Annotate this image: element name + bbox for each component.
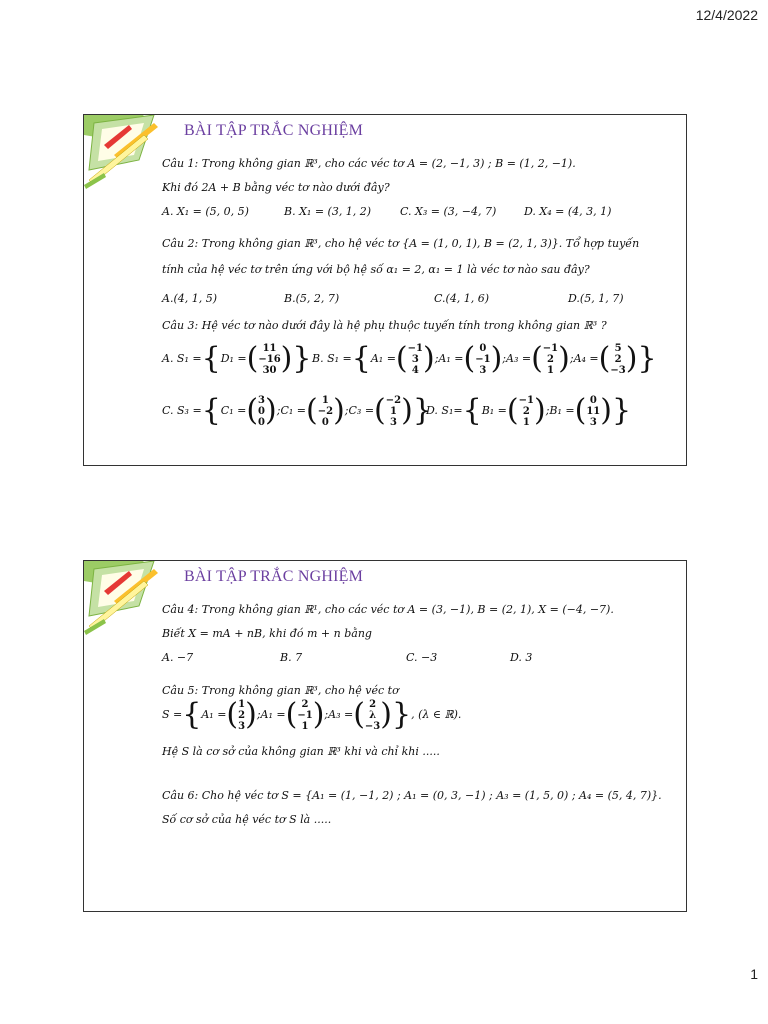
- slide-title: BÀI TẬP TRẮC NGHIỆM: [184, 568, 364, 585]
- question-2-line-2: tính của hệ véc tơ trên ứng với bộ hệ số α₁ = 2, α₁ = 1 là véc tơ nào sau đây?: [162, 263, 590, 276]
- option-a-prefix: A. S₁ =: [162, 352, 202, 365]
- notebook-pencil-decoration: [84, 115, 174, 195]
- column-vector: 2 λ −3: [364, 698, 381, 732]
- slide-title: BÀI TẬP TRẮC NGHIỆM: [184, 122, 364, 139]
- question-2-option-b: B.(5, 2, 7): [284, 292, 340, 305]
- page-number: 1: [750, 966, 758, 982]
- question-1-line-1: Câu 1: Trong không gian ℝ³, cho các véc tơ A = (2, −1, 3) ; B = (1, 2, −1).: [162, 157, 576, 170]
- question-4-option-a: A. −7: [162, 651, 194, 664]
- question-1-option-a: A. X₁ = (5, 0, 5): [162, 205, 249, 218]
- question-5-line-1: Câu 5: Trong không gian ℝ³, cho hệ véc tơ: [162, 684, 399, 697]
- question-2-option-c: C.(4, 1, 6): [434, 292, 490, 305]
- vector-name: C₁ =: [280, 404, 306, 417]
- column-vector: 0 −1 3: [475, 342, 491, 376]
- column-vector: −1 3 4: [407, 342, 423, 376]
- question-2-line-1: Câu 2: Trong không gian ℝ³, cho hệ véc tơ {A = (1, 0, 1), B = (2, 1, 3)}. Tổ hợp tuyến: [162, 237, 640, 250]
- question-2-option-a: A.(4, 1, 5): [162, 292, 218, 305]
- question-1-line-2: Khi đó 2A + B bằng véc tơ nào dưới đây?: [162, 181, 390, 194]
- question-5-system: S ={A₁ =(1 2 3);A₁ =( 2 −1 1 );A₃ =( 2 λ −3)}, (λ ∈ ℝ).: [162, 697, 462, 732]
- column-vector: −1 2 1: [542, 342, 559, 376]
- vector-name: A₁ =: [260, 708, 286, 721]
- question-3-option-a: A. S₁ ={D₁ =( 11 −16 30 )}: [162, 341, 312, 376]
- question-3-line-1: Câu 3: Hệ véc tơ nào dưới đây là hệ phụ thuộc tuyến tính trong không gian ℝ³ ?: [162, 319, 607, 332]
- option-b-prefix: B. S₁ =: [312, 352, 352, 365]
- column-vector: 11 −16 30: [258, 342, 281, 376]
- vector-name: A₃ =: [328, 708, 354, 721]
- column-vector: 1 −2 0: [317, 394, 334, 428]
- system-prefix: S =: [162, 708, 183, 721]
- vector-name: A₄ =: [573, 352, 599, 365]
- vector-name: A₃ =: [506, 352, 532, 365]
- question-3-option-d: D. S₁={B₁ =(−1 2 1 );B₁ =( 0 11 3 )}: [426, 393, 632, 428]
- column-vector: 1 2 3: [238, 698, 246, 732]
- option-d-prefix: D. S₁=: [426, 404, 463, 417]
- vector-name: A₁ =: [370, 352, 396, 365]
- question-1-option-c: C. X₃ = (3, −4, 7): [400, 205, 497, 218]
- column-vector: 0 11 3: [586, 394, 601, 428]
- slide-2: [83, 560, 687, 912]
- vector-name: B₁ =: [549, 404, 575, 417]
- question-4-option-c: C. −3: [406, 651, 438, 664]
- column-vector: 5 2 −3: [610, 342, 626, 376]
- question-1-option-d: D. X₄ = (4, 3, 1): [524, 205, 612, 218]
- vector-name: D₁ =: [220, 352, 247, 365]
- column-vector: 2 −1 1: [297, 698, 313, 732]
- question-3-option-c: C. S₃ ={C₁ =(3 0 0);C₁ =( 1 −2 0 );C₃ =(−2 1 3 )}: [162, 393, 432, 428]
- question-2-option-d: D.(5, 1, 7): [568, 292, 624, 305]
- question-6-line-1: Câu 6: Cho hệ véc tơ S = {A₁ = (1, −1, 2) ; A₁ = (0, 3, −1) ; A₃ = (1, 5, 0) ; A₄ = (5, 4, 7)}.: [162, 789, 662, 802]
- question-6-line-2: Số cơ sở của hệ véc tơ S là .....: [162, 813, 332, 826]
- option-c-prefix: C. S₃ =: [162, 404, 202, 417]
- system-suffix: , (λ ∈ ℝ).: [411, 708, 462, 721]
- slide-1: [83, 114, 687, 466]
- question-3-option-b: B. S₁ ={A₁ =(−1 3 4 );A₁ =( 0 −1 3 );A₃ =(−1 2 1 );A₄ =( 5 2 −3)}: [312, 341, 657, 376]
- header-date: 12/4/2022: [695, 7, 758, 23]
- column-vector: −2 1 3: [385, 394, 402, 428]
- notebook-pencil-decoration: [84, 561, 174, 641]
- vector-name: C₃ =: [348, 404, 375, 417]
- column-vector: 3 0 0: [258, 394, 266, 428]
- question-1-option-b: B. X₁ = (3, 1, 2): [284, 205, 372, 218]
- vector-name: A₁ =: [201, 708, 227, 721]
- vector-name: C₁ =: [220, 404, 247, 417]
- question-4-line-2: Biết X = mA + nB, khi đó m + n bằng: [162, 627, 372, 640]
- column-vector: −1 2 1: [518, 394, 534, 428]
- vector-name: B₁ =: [481, 404, 507, 417]
- question-4-option-b: B. 7: [280, 651, 303, 664]
- question-4-option-d: D. 3: [510, 651, 533, 664]
- vector-name: A₁ =: [438, 352, 464, 365]
- question-4-line-1: Câu 4: Trong không gian ℝ¹, cho các véc tơ A = (3, −1), B = (2, 1), X = (−4, −7).: [162, 603, 614, 616]
- question-5-line-3: Hệ S là cơ sở của không gian ℝ³ khi và chỉ khi .....: [162, 745, 440, 758]
